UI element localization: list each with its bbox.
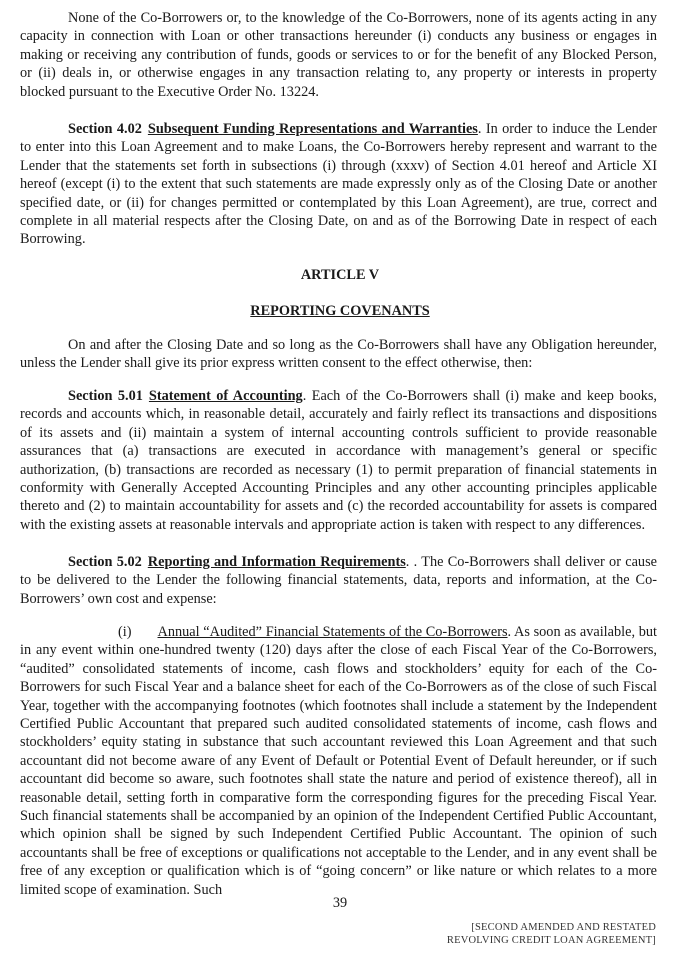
- document-footer-tag: [447, 922, 656, 947]
- item-label: (i): [118, 624, 132, 640]
- section-body: . In order to induce the Lender to enter into this Loan Agreement and to make Loans, the Co-Borrowers hereby represent and warrant to the Lender that the statements set forth in subsections (i) through (xxxv) of Section 4.01 hereof and Article XI hereof (except (i) to the extent that such statements are made expressly only as of the Closing Date or another specified date, or (ii) for changes permitted or contemplated by this Loan Agreement), are true, correct and complete in all material respects after the Closing Date, on and as of the Borrowing Date in respect of each Borrowing.: [20, 121, 657, 248]
- section-number: Section 5.02: [68, 554, 142, 570]
- section-number: Section 4.02: [68, 121, 142, 137]
- section-body: . . The Co-Borrowers shall deliver or cause to be delivered to the Lender the following financial statements, data, reports and information, at the Co-Borrowers’ own cost and expense:: [20, 554, 657, 607]
- paragraph-blocked-person: [20, 9, 657, 101]
- page-number: 39: [332, 895, 348, 911]
- section-5-02: [20, 553, 657, 608]
- footer-tag-line-1: [SECOND AMENDED AND RESTATED: [471, 922, 656, 933]
- section-number: Section 5.01: [68, 388, 143, 404]
- article-title: REPORTING COVENANTS: [250, 303, 430, 319]
- item-title: Annual “Audited” Financial Statements of the Co-Borrowers: [157, 624, 508, 640]
- article-heading: ARTICLE V: [300, 267, 380, 283]
- section-title: Statement of Accounting: [148, 388, 303, 404]
- paragraph-intro: [20, 336, 657, 373]
- footer-tag-line-2: REVOLVING CREDIT LOAN AGREEMENT]: [446, 934, 656, 946]
- section-title: Subsequent Funding Representations and Warranties: [147, 121, 478, 137]
- item-i-annual-audited: [20, 623, 657, 899]
- item-body: . As soon as available, but in any event within one-hundred twenty (120) days after the close of each Fiscal Year of the Co-Borrowers, “audited” consolidated statements of income, cash flows and stockholders’ equity for each of the Co-Borrowers for such Fiscal Year and a balance sheet for each of the Co-Borrowers as of the close of such Fiscal Year, together with the accompanying footnotes (which footnotes shall include a statement by the Independent Certified Public Accountant that prepared such audited consolidated statements of income, cash flows and stockholders’ equity stating in substance that such accountant reviewed this Loan Agreement and that such accountant did not become aware of any Event of Default or Potential Event of Default hereunder, or if such accountant did become so aware, such footnotes shall state the nature and period of existence thereof), all in reasonable detail, setting forth in comparative form the corresponding figures for the preceding Fiscal Year. Such financial statements shall be accompanied by an opinion of the Independent Certified Public Accountant, which opinion shall be signed by such Independent Certified Public Accountant. The opinion of such accountants shall be free of exceptions or qualifications not acceptable to the Lender, and in any event shall be free of any exception or qualification which is of “going concern” or like nature or which relates to a more limited scope of examination. Such: [20, 624, 657, 898]
- section-title: Reporting and Information Requirements: [147, 554, 406, 570]
- paragraph-text: None of the Co-Borrowers or, to the knowledge of the Co-Borrowers, none of its agents acting in any capacity in connection with Loan or other transactions hereunder (i) conducts any business or engages in making or receiving any contribution of funds, goods or services to or for the benefit of any Blocked Person, or (ii) deals in, or otherwise engages in any transaction relating to, any property or interests in property blocked pursuant to the Executive Order No. 13224.: [20, 10, 657, 100]
- section-body: . Each of the Co-Borrowers shall (i) make and keep books, records and accounts which, in reasonable detail, accurately and fairly reflect its transactions and dispositions of its assets and (ii) maintain a system of internal accounting controls sufficient to provide reasonable assurances that (a) transactions are executed in accordance with management’s general or specific authorization, (b) transactions are recorded as necessary (1) to permit preparation of financial statements in conformity with Generally Accepted Accounting Principles and any other accounting principles applicable thereto and (2) to maintain accountability for assets and (c) the recorded accountability for assets is compared with the existing assets at reasonable intervals and appropriate action is taken with respect to any differences.: [20, 388, 657, 533]
- section-5-01: [20, 387, 657, 534]
- paragraph-text: On and after the Closing Date and so long as the Co-Borrowers shall have any Obligation hereunder, unless the Lender shall give its prior express written consent to the effect otherwise, then:: [20, 337, 657, 372]
- section-4-02: [20, 120, 657, 249]
